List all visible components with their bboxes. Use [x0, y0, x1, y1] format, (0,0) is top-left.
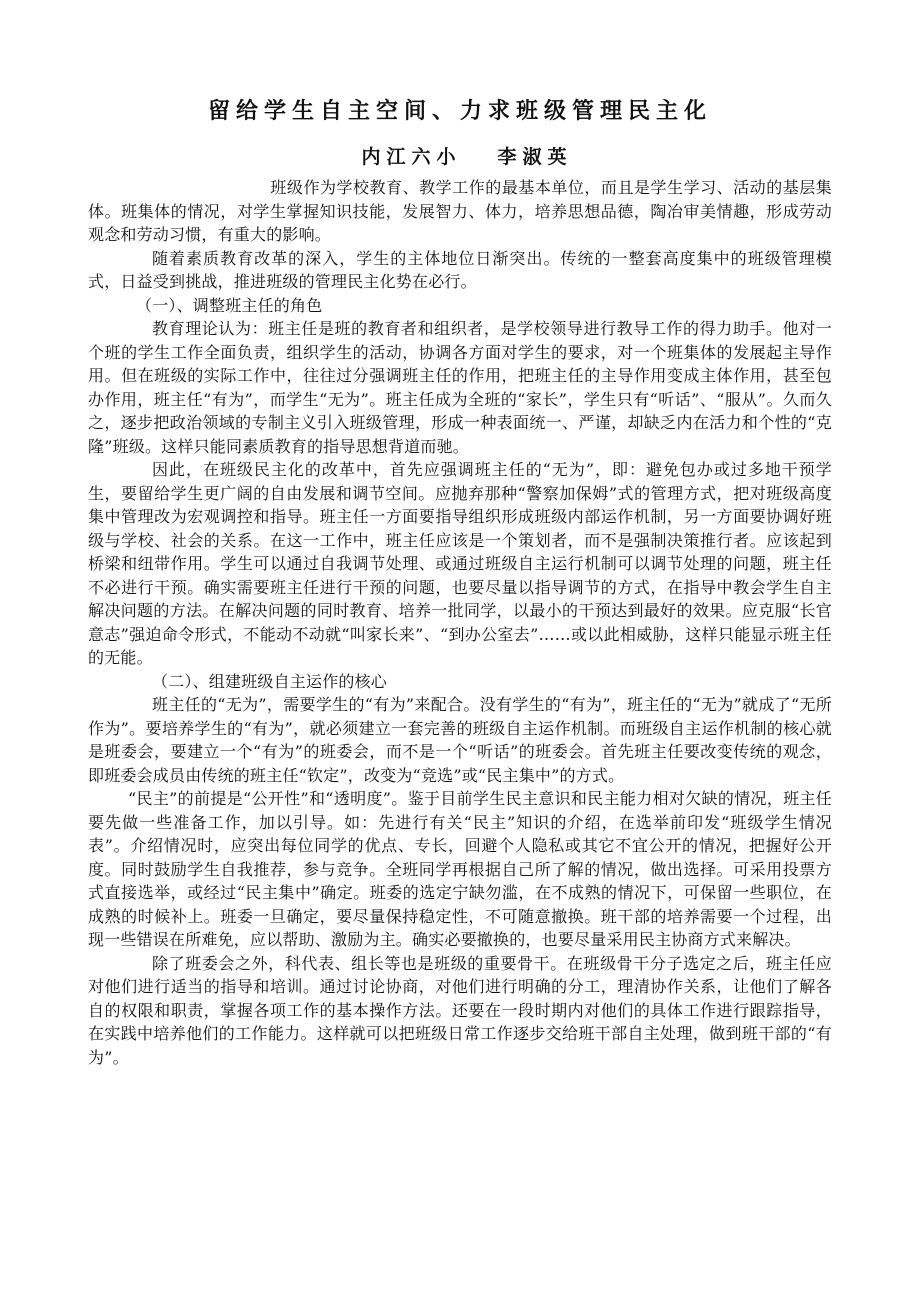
paragraph-cadres: 除了班委会之外，科代表、组长等也是班级的重要骨干。在班级骨干分子选定之后，班主任应对他们进行适当的指导和培训。通过讨论协商，对他们进行明确的分工，理清协作关系，让他们了解各自的权限和职责，掌握各项工作的基本操作方法。还要在一段时期内对他们的具体工作进行跟踪指导，在实践中培养他们的工作能力。这样就可以把班级日常工作逐步交给班干部自主处理，做到班干部的“有为”。 — [88, 953, 832, 1067]
paragraph-democracy: “民主”的前提是“公开性”和“透明度”。鉴于目前学生民主意识和民主能力相对欠缺的情况，班主任要先做一些准备工作，加以引导。如：先进行有关“民主”知识的介绍，在选举前印发“班级学生情况表”。介绍情况时，应突出每位同学的优点、专长，回避个人隐私或其它不宜公开的情况，把握好公开度。同时鼓励学生自我推荐，参与竞争。全班同学再根据自己所了解的情况，做出选择。可采用投票方式直接选举，或经过“民主集中”确定。班委的选定宁缺勿滥，在不成熟的情况下，可保留一些职位，在成熟的时候补上。班委一旦确定，要尽量保持稳定性，不可随意撤换。班干部的培养需要一个过程，出现一些错误在所难免，应以帮助、激励为主。确实必要撤换的，也要尽量采用民主协商方式来解决。 — [88, 789, 832, 949]
document-page — [88, 92, 832, 1069]
section-heading-2: （二）、组建班级自主运作的核心 — [152, 671, 388, 691]
school-name: 内江六小 — [361, 146, 462, 168]
paragraph-background: 随着素质教育改革的深入，学生的主体地位日渐突出。传统的一整套高度集中的班级管理模式，日益受到挑战，推进班级的管理民主化势在必行。 — [88, 248, 832, 291]
byline — [88, 142, 832, 172]
document-title: 留给学生自主空间、力求班级管理民主化 — [207, 99, 712, 124]
paragraph-reform: 因此，在班级民主化的改革中，首先应强调班主任的“无为”，即：避免包办或过多地干预学生，要留给学生更广阔的自由发展和调节空间。应抛弃那种“警察加保姆”式的管理方式，把对班级高度集中管理改为宏观调控和指导。班主任一方面要指导组织形成班级内部运作机制，另一方面要协调好班级与学校、社会的关系。在这一工作中，班主任应该是一个策划者，而不是强制决策推行者。应该起到桥梁和纽带作用。学生可以通过自我调节处理、或通过班级自主运行机制可以调节处理的问题，班主任不必进行干预。确实需要班主任进行干预的问题，也要尽量以指导调节的方式，在指导中教会学生自主解决问题的方法。在解决问题的同时教育、培养一批同学，以最小的干预达到最好的效果。应克服“长官意志”强迫命令形式，不能动不动就“叫家长来”、“到办公室去”……或以此相威胁，这样只能显示班主任的无能。 — [88, 460, 832, 667]
author-name: 李淑英 — [497, 146, 573, 168]
paragraph-theory: 教育理论认为：班主任是班的教育者和组织者，是学校领导进行教导工作的得力助手。他对一个班的学生工作全面负责，组织学生的活动，协调各方面对学生的要求，对一个班集体的发展起主导作用。但在班级的实际工作中，往往过分强调班主任的作用，把班主任的主导作用变成主体作用，甚至包办作用，班主任“有为”，而学生“无为”。班主任成为全班的“家长”，学生只有“听话”、“服从”。久而久之，逐步把政治领域的专制主义引入班级管理，形成一种表面统一、严谨，却缺乏内在活力和个性的“克隆”班级。这样只能同素质教育的指导思想背道而驰。 — [88, 319, 832, 456]
paragraph-class-committee: 班主任的“无为”，需要学生的“有为”来配合。没有学生的“有为”，班主任的“无为”就成了“无所作为”。要培养学生的“有为”，就必须建立一套完善的班级自主运作机制。而班级自主运作机制的核心就是班委会，要建立一个“有为”的班委会，而不是一个“听话”的班委会。首先班主任要改变传统的观念，即班委会成员由传统的班主任“钦定”，改变为“竞选”或“民主集中”的方式。 — [88, 695, 832, 785]
paragraph-intro: 班级作为学校教育、教学工作的最基本单位，而且是学生学习、活动的基层集体。班集体的情况，对学生掌握知识技能，发展智力、体力，培养思想品德，陶冶审美情趣，形成劳动观念和劳动习惯，有重大的影响。 — [88, 178, 832, 244]
section-heading-1: （一）、调整班主任的角色 — [136, 295, 323, 315]
